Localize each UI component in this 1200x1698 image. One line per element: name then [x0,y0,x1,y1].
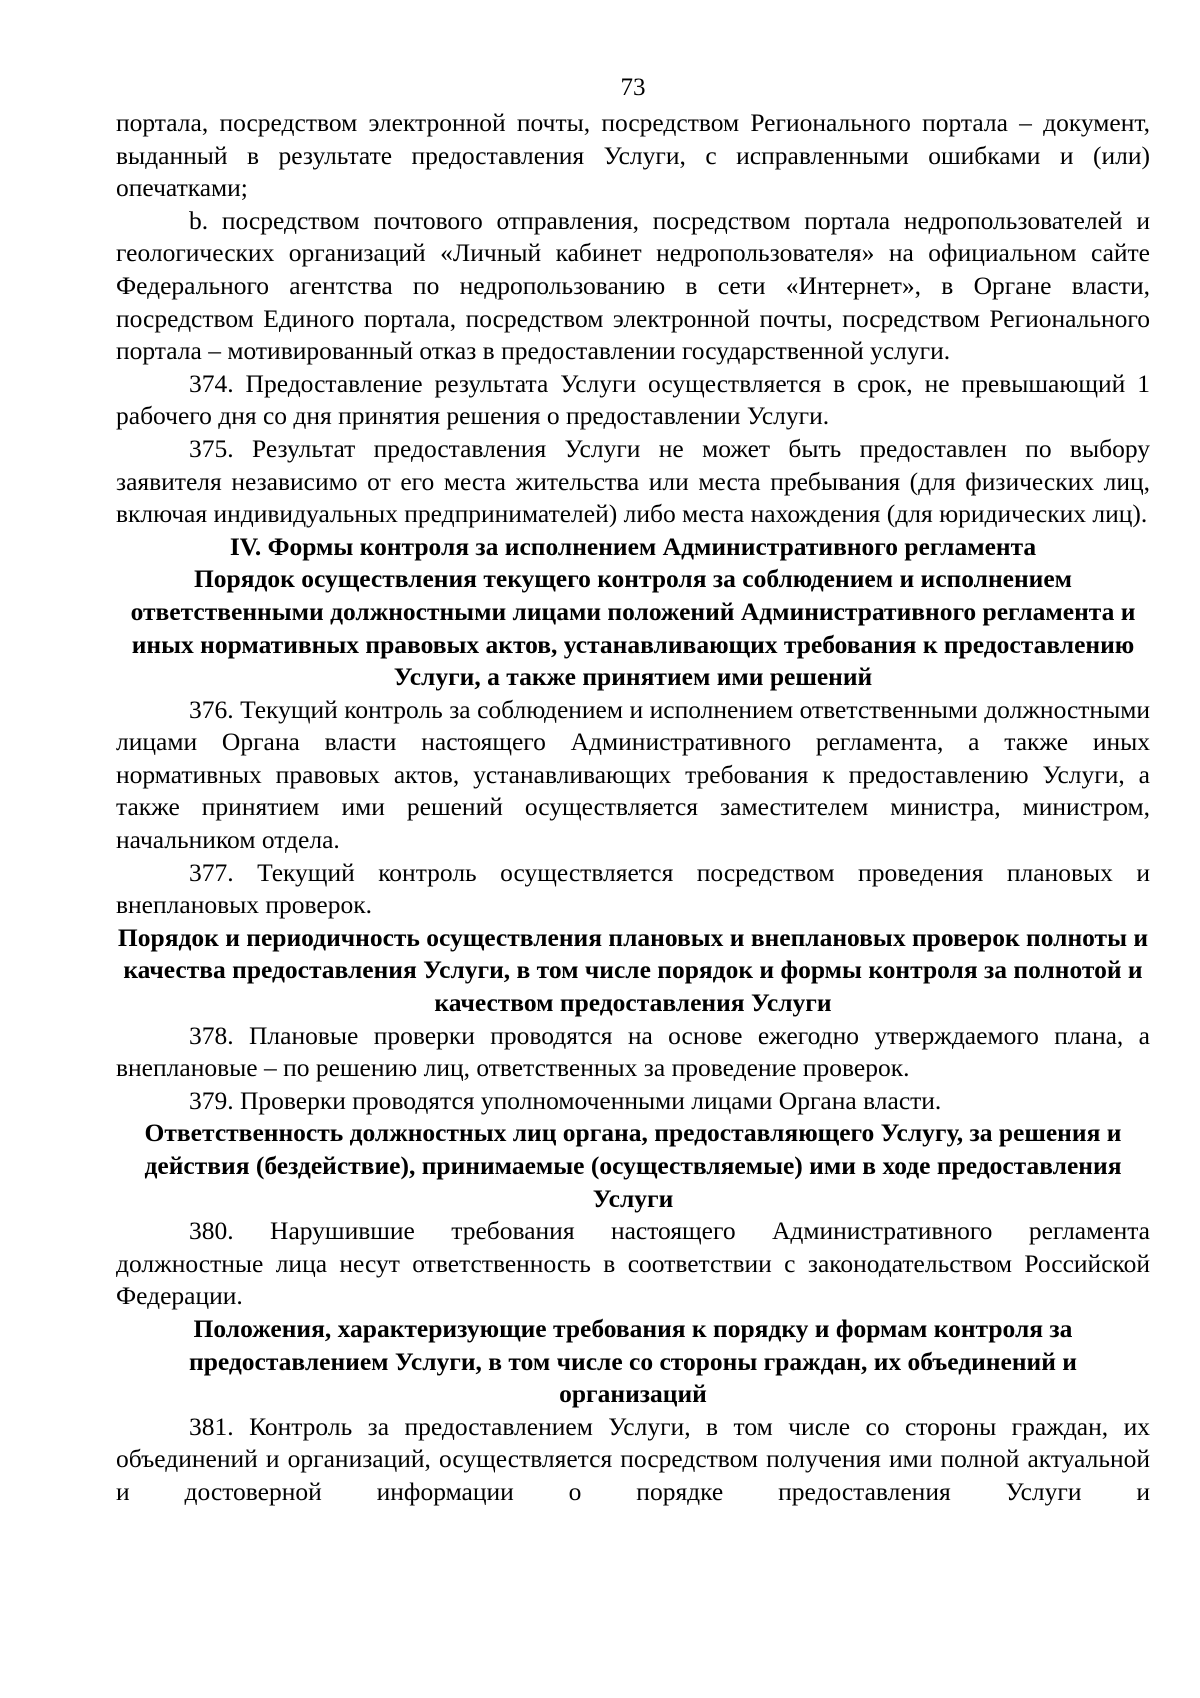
paragraph-381: 381. Контроль за предоставлением Услуги, в том числе со стороны граждан, их объединений и организаций, осуществляется посредством получения ими полной актуальной и достоверной информации о порядке предоставления Услуги и [116,1411,1150,1506]
subsection-heading-inspections: Порядок и периодичность осуществления плановых и внеплановых проверок полноты и качества предоставления Услуги, в том числе порядок и формы контроля за полнотой и качеством предоставления Услуги [117,922,1149,1018]
paragraph-374: 374. Предоставление результата Услуги осуществляется в срок, не превышающий 1 рабочего дня со дня принятия решения о предоставлении Услуги. [116,368,1150,431]
paragraph-item-b: b. посредством почтового отправления, посредством портала недропользователей и геологических организаций «Личный кабинет недропользователя» на официальном сайте Федерального агентства по недропользованию в сети «Интернет», в Органе власти, посредством Единого портала, посредством электронной почты, посредством Регионального портала – мотивированный отказ в предоставлении государственной услуги. [116,205,1150,366]
subsection-heading-control-provisions: Положения, характеризующие требования к порядку и формам контроля за предоставлением Услуги, в том числе со стороны граждан, их объединений и организаций [189,1313,1077,1409]
page-number: 73 [620,74,646,101]
paragraph-378: 378. Плановые проверки проводятся на основе ежегодно утверждаемого плана, а внеплановые – по решению лиц, ответственных за проведение проверок. [116,1020,1150,1083]
section-heading-iv: IV. Формы контроля за исполнением Административного регламента [229,531,1037,561]
paragraph-380: 380. Нарушившие требования настоящего Административного регламента должностные лица несут ответственность в соответствии с законодательством Российской Федерации. [116,1216,1150,1311]
paragraph-377: 377. Текущий контроль осуществляется посредством проведения плановых и внеплановых проверок. [116,857,1150,920]
paragraph-379: 379. Проверки проводятся уполномоченными лицами Органа власти. [189,1085,942,1115]
subsection-heading-current-control: Порядок осуществления текущего контроля за соблюдением и исполнением ответственными должностными лицами положений Административного регламента и иных нормативных правовых актов, устанавливающих требования к предоставлению Услуги, а также принятием ими решений [130,564,1136,692]
paragraph-continuation: портала, посредством электронной почты, посредством Регионального портала – документ, выданный в результате предоставления Услуги, с исправленными ошибками и (или) опечатками; [116,108,1150,203]
document-page [116,72,1150,1509]
subsection-heading-responsibility: Ответственность должностных лиц органа, предоставляющего Услугу, за решения и действия (бездействие), принимаемые (осуществляемые) ими в ходе предоставления Услуги [144,1118,1122,1213]
paragraph-375: 375. Результат предоставления Услуги не может быть предоставлен по выбору заявителя независимо от его места жительства или места пребывания (для физических лиц, включая индивидуальных предпринимателей) либо места нахождения (для юридических лиц). [116,433,1150,529]
paragraph-376: 376. Текущий контроль за соблюдением и исполнением ответственными должностными лицами Органа власти настоящего Административного регламента, а также иных нормативных правовых актов, устанавливающих требования к предоставлению Услуги, а также принятием ими решений осуществляется заместителем министра, министром, начальником отдела. [116,694,1150,855]
